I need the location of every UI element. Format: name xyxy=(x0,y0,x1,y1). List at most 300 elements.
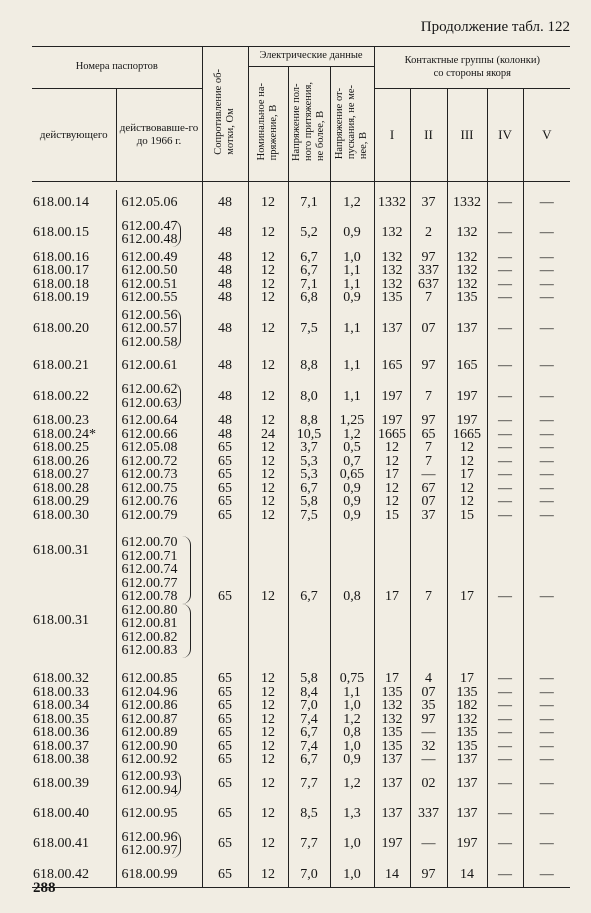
table-row xyxy=(32,251,570,265)
passport-prior xyxy=(116,414,202,428)
prior-passport-number: 612.05.08 xyxy=(121,440,178,455)
nominal-voltage-header: Номинальное на- пряжение, В xyxy=(248,67,288,182)
resistance: 65 xyxy=(202,862,248,888)
contact-I: 15 xyxy=(374,509,410,523)
contact-IV: — xyxy=(487,264,523,278)
pickup-voltage: 6,7 xyxy=(288,726,330,740)
resistance: 65 xyxy=(202,686,248,700)
resistance: 65 xyxy=(202,495,248,509)
contact-V: — xyxy=(523,767,570,801)
nominal-voltage: 24 xyxy=(248,428,288,442)
contact-III: 132 xyxy=(447,278,487,292)
passport-prior xyxy=(116,726,202,740)
resistance: 48 xyxy=(202,353,248,379)
contact-II: 7 xyxy=(410,522,447,672)
pickup-voltage: 7,5 xyxy=(288,305,330,354)
contact-IV: — xyxy=(487,686,523,700)
release-voltage: 1,2 xyxy=(330,767,374,801)
table-row xyxy=(32,190,570,216)
pickup-voltage: 6,7 xyxy=(288,482,330,496)
pickup-voltage: 8,8 xyxy=(288,353,330,379)
contact-I: 197 xyxy=(374,379,410,414)
nominal-voltage: 12 xyxy=(248,251,288,265)
contact-IV: — xyxy=(487,455,523,469)
contact-IV: — xyxy=(487,251,523,265)
nominal-voltage: 12 xyxy=(248,672,288,686)
passport-prior xyxy=(116,216,202,251)
release-voltage: 0,9 xyxy=(330,482,374,496)
release-voltage: 0,7 xyxy=(330,455,374,469)
contact-IV: — xyxy=(487,767,523,801)
nominal-voltage: 12 xyxy=(248,713,288,727)
contact-III: 15 xyxy=(447,509,487,523)
contact-I: 14 xyxy=(374,862,410,888)
release-voltage: 1,1 xyxy=(330,686,374,700)
contact-II: — xyxy=(410,726,447,740)
contact-III: 137 xyxy=(447,801,487,827)
passport-prior xyxy=(116,251,202,265)
table-row xyxy=(32,291,570,305)
passport-current: 618.00.33 xyxy=(32,686,116,700)
contact-IV: — xyxy=(487,190,523,216)
resistance: 65 xyxy=(202,455,248,469)
contact-III: 132 xyxy=(447,264,487,278)
release-voltage: 1,2 xyxy=(330,190,374,216)
contact-V: — xyxy=(523,740,570,754)
prior-passport-number: 612.00.73 xyxy=(121,467,178,482)
passport-current: 618.00.35 xyxy=(32,713,116,727)
nominal-voltage: 12 xyxy=(248,753,288,767)
prior-passport-number: 612.00.93 xyxy=(121,769,178,784)
contact-III: 12 xyxy=(447,482,487,496)
release-voltage: 0,75 xyxy=(330,672,374,686)
contact-I: 12 xyxy=(374,495,410,509)
prior-passport-number: 612.00.77 xyxy=(121,575,178,591)
contact-IV: — xyxy=(487,713,523,727)
prior-passport-number: 612.04.96 xyxy=(121,684,178,700)
contact-I: 135 xyxy=(374,686,410,700)
contact-I: 132 xyxy=(374,264,410,278)
prior-passport-number: 612.00.80 xyxy=(121,602,178,618)
contact-V: — xyxy=(523,753,570,767)
prior-passport-number: 612.00.61 xyxy=(121,358,178,374)
prior-passport-number: 612.00.47 xyxy=(121,218,178,234)
resistance: 65 xyxy=(202,522,248,672)
contact-V: — xyxy=(523,482,570,496)
contact-III: 132 xyxy=(447,251,487,265)
prior-passport-number: 612.00.92 xyxy=(121,752,178,767)
prior-passport-number: 612.00.63 xyxy=(121,395,178,411)
contact-III: 182 xyxy=(447,699,487,713)
prior-passport-number: 612.00.76 xyxy=(121,494,178,509)
contact-IV: — xyxy=(487,753,523,767)
passport-current: 618.00.40 xyxy=(32,801,116,827)
contact-II: 07 xyxy=(410,495,447,509)
passport-current: 618.00.34 xyxy=(32,699,116,713)
resistance: 65 xyxy=(202,468,248,482)
contact-II: 97 xyxy=(410,251,447,265)
passport-prior xyxy=(116,686,202,700)
pickup-voltage: 6,7 xyxy=(288,522,330,672)
passport-current-b: 618.00.31 xyxy=(33,612,89,628)
passport-prior xyxy=(116,291,202,305)
prior-passport-number: 612.00.83 xyxy=(121,643,178,659)
relay-data-table xyxy=(32,46,570,888)
passport-prior xyxy=(116,379,202,414)
table-row xyxy=(32,414,570,428)
nominal-voltage: 12 xyxy=(248,686,288,700)
contact-col-III-header: III xyxy=(447,89,487,182)
pickup-voltage: 3,7 xyxy=(288,441,330,455)
resistance: 65 xyxy=(202,441,248,455)
passport-current: 618.00.14 xyxy=(32,190,116,216)
passport-current: 618.00.38 xyxy=(32,753,116,767)
contact-II: — xyxy=(410,753,447,767)
passport-current: 618.00.25 xyxy=(32,441,116,455)
contact-III: 135 xyxy=(447,726,487,740)
contact-V: — xyxy=(523,414,570,428)
prior-passport-number: 612.00.71 xyxy=(121,548,178,564)
prior-passport-number: 612.00.66 xyxy=(121,426,178,442)
passport-current: 618.00.15 xyxy=(32,216,116,251)
table-row xyxy=(32,522,570,672)
contact-V: — xyxy=(523,686,570,700)
contact-I: 137 xyxy=(374,801,410,827)
passport-current: 618.00.32 xyxy=(32,672,116,686)
contact-IV: — xyxy=(487,740,523,754)
pickup-voltage: 5,3 xyxy=(288,468,330,482)
passport-current: 618.00.21 xyxy=(32,353,116,379)
release-voltage: 1,25 xyxy=(330,414,374,428)
nominal-voltage: 12 xyxy=(248,801,288,827)
release-voltage: 1,0 xyxy=(330,251,374,265)
contact-II: 7 xyxy=(410,291,447,305)
resistance: 65 xyxy=(202,753,248,767)
contact-I: 12 xyxy=(374,455,410,469)
passport-current: 618.00.42 xyxy=(32,862,116,888)
contact-III: 17 xyxy=(447,672,487,686)
pickup-voltage: 8,5 xyxy=(288,801,330,827)
contact-IV: — xyxy=(487,379,523,414)
contact-II: — xyxy=(410,468,447,482)
passport-current: 618.00.23 xyxy=(32,414,116,428)
pickup-voltage: 8,8 xyxy=(288,414,330,428)
contact-III: 12 xyxy=(447,441,487,455)
prior-passport-number: 612.00.94 xyxy=(121,782,178,798)
table-body xyxy=(32,190,570,888)
contact-IV: — xyxy=(487,468,523,482)
contact-IV: — xyxy=(487,509,523,523)
contact-II: 32 xyxy=(410,740,447,754)
contact-III: 197 xyxy=(447,414,487,428)
table-row xyxy=(32,509,570,523)
contact-V: — xyxy=(523,699,570,713)
contact-V: — xyxy=(523,190,570,216)
contact-col-I-header: I xyxy=(374,89,410,182)
release-voltage: 0,5 xyxy=(330,441,374,455)
table-row xyxy=(32,740,570,754)
contact-I: 197 xyxy=(374,414,410,428)
passport-current: 618.00.29 xyxy=(32,495,116,509)
contact-II: 02 xyxy=(410,767,447,801)
passport-prior xyxy=(116,862,202,888)
release-voltage: 1,1 xyxy=(330,379,374,414)
passport-prior xyxy=(116,827,202,862)
contact-V: — xyxy=(523,827,570,862)
pickup-voltage: 8,4 xyxy=(288,686,330,700)
contact-IV: — xyxy=(487,495,523,509)
contact-I: 12 xyxy=(374,441,410,455)
resistance: 65 xyxy=(202,672,248,686)
contact-V: — xyxy=(523,455,570,469)
nominal-voltage: 12 xyxy=(248,509,288,523)
release-voltage: 1,2 xyxy=(330,713,374,727)
contact-V: — xyxy=(523,862,570,888)
release-voltage: 0,9 xyxy=(330,753,374,767)
contact-col-IV-header: IV xyxy=(487,89,523,182)
resistance-header: Сопротивление об- мотки, Ом xyxy=(202,47,248,182)
release-voltage: 1,1 xyxy=(330,353,374,379)
table-row xyxy=(32,801,570,827)
passport-prior xyxy=(116,305,202,354)
contact-IV: — xyxy=(487,216,523,251)
resistance: 48 xyxy=(202,251,248,265)
pickup-voltage: 5,3 xyxy=(288,455,330,469)
nominal-voltage: 12 xyxy=(248,495,288,509)
passports-group-header: Номера паспортов xyxy=(32,47,202,89)
contact-I: 132 xyxy=(374,699,410,713)
contact-II: 7 xyxy=(410,379,447,414)
passport-prior xyxy=(116,509,202,523)
contact-III: 12 xyxy=(447,455,487,469)
table-row xyxy=(32,767,570,801)
nominal-voltage: 12 xyxy=(248,862,288,888)
contact-II: 337 xyxy=(410,801,447,827)
contacts-group-header: Контактные группы (колонки) со стороны якоря xyxy=(374,47,570,89)
passport-prior xyxy=(116,190,202,216)
release-voltage: 1,3 xyxy=(330,801,374,827)
contact-V: — xyxy=(523,379,570,414)
passport-current: 618.00.30 xyxy=(32,509,116,523)
table-row xyxy=(32,713,570,727)
contact-II: 37 xyxy=(410,509,447,523)
pickup-voltage: 7,7 xyxy=(288,767,330,801)
resistance: 65 xyxy=(202,713,248,727)
contact-III: 135 xyxy=(447,740,487,754)
prior-passport-number: 612.00.90 xyxy=(121,738,178,754)
nominal-voltage: 12 xyxy=(248,482,288,496)
passport-current: 618.00.22 xyxy=(32,379,116,414)
contact-col-II-header: II xyxy=(410,89,447,182)
table-row xyxy=(32,495,570,509)
nominal-voltage: 12 xyxy=(248,827,288,862)
release-voltage: 1,0 xyxy=(330,862,374,888)
nominal-voltage: 12 xyxy=(248,767,288,801)
release-voltage: 1,1 xyxy=(330,264,374,278)
contact-V: — xyxy=(523,801,570,827)
contact-IV: — xyxy=(487,862,523,888)
table-row xyxy=(32,264,570,278)
nominal-voltage: 12 xyxy=(248,740,288,754)
passport-current: 618.00.37 xyxy=(32,740,116,754)
contact-IV: — xyxy=(487,482,523,496)
resistance: 48 xyxy=(202,216,248,251)
table-row xyxy=(32,441,570,455)
contact-III: 135 xyxy=(447,686,487,700)
prior-passport-number: 612.00.48 xyxy=(121,232,178,247)
release-voltage: 1,0 xyxy=(330,827,374,862)
contact-III: 137 xyxy=(447,767,487,801)
resistance: 65 xyxy=(202,482,248,496)
nominal-voltage: 12 xyxy=(248,441,288,455)
prior-passport-number: 612.00.70 xyxy=(121,535,178,551)
release-voltage: 1,1 xyxy=(330,278,374,292)
contact-I: 137 xyxy=(374,305,410,354)
passport-current: 618.00.20 xyxy=(32,305,116,354)
pickup-voltage: 6,7 xyxy=(288,251,330,265)
contact-III: 14 xyxy=(447,862,487,888)
pickup-voltage: 7,5 xyxy=(288,509,330,523)
passport-current: 618.00.24* xyxy=(32,428,116,442)
contact-III: 12 xyxy=(447,495,487,509)
passport-prior xyxy=(116,522,202,672)
pickup-voltage: 5,8 xyxy=(288,672,330,686)
pickup-voltage: 7,4 xyxy=(288,713,330,727)
contact-II: 7 xyxy=(410,455,447,469)
release-voltage: 0,9 xyxy=(330,216,374,251)
prior-passport-number: 612.00.96 xyxy=(121,829,178,845)
contact-III: 132 xyxy=(447,713,487,727)
prior-passport-number: 612.00.85 xyxy=(121,671,178,686)
contact-III: 17 xyxy=(447,522,487,672)
passport-prior xyxy=(116,278,202,292)
prior-passport-number: 612.00.74 xyxy=(121,562,178,578)
contact-I: 135 xyxy=(374,740,410,754)
release-voltage: 0,8 xyxy=(330,522,374,672)
contact-II: 637 xyxy=(410,278,447,292)
passport-prior xyxy=(116,713,202,727)
resistance: 48 xyxy=(202,291,248,305)
table-row xyxy=(32,468,570,482)
pickup-voltage: 7,0 xyxy=(288,862,330,888)
contact-I: 1332 xyxy=(374,190,410,216)
contact-I: 17 xyxy=(374,522,410,672)
contact-II: 67 xyxy=(410,482,447,496)
table-row xyxy=(32,753,570,767)
nominal-voltage: 12 xyxy=(248,216,288,251)
contact-V: — xyxy=(523,509,570,523)
pickup-voltage: 7,1 xyxy=(288,190,330,216)
contact-I: 132 xyxy=(374,251,410,265)
contact-IV: — xyxy=(487,699,523,713)
contact-V: — xyxy=(523,278,570,292)
pickup-voltage: 7,0 xyxy=(288,699,330,713)
contact-IV: — xyxy=(487,428,523,442)
passport-current: 618.00.41 xyxy=(32,827,116,862)
contact-I: 165 xyxy=(374,353,410,379)
prior-passport-number: 612.00.97 xyxy=(121,843,178,858)
pickup-voltage: 6,7 xyxy=(288,753,330,767)
contact-II: 97 xyxy=(410,862,447,888)
resistance: 65 xyxy=(202,509,248,523)
prior-passport-number: 612.00.87 xyxy=(121,711,178,727)
contact-III: 135 xyxy=(447,291,487,305)
table-row xyxy=(32,278,570,292)
release-voltage: 0,9 xyxy=(330,495,374,509)
contact-III: 137 xyxy=(447,753,487,767)
contact-I: 135 xyxy=(374,291,410,305)
contact-IV: — xyxy=(487,291,523,305)
prior-passport-number: 612.00.89 xyxy=(121,725,178,740)
contact-II: 337 xyxy=(410,264,447,278)
contact-V: — xyxy=(523,353,570,379)
resistance: 65 xyxy=(202,740,248,754)
contact-II: 65 xyxy=(410,428,447,442)
resistance: 48 xyxy=(202,264,248,278)
prior-passport-number: 612.00.50 xyxy=(121,263,178,278)
prior-passport-number: 612.00.62 xyxy=(121,382,178,397)
passport-current xyxy=(32,522,116,672)
prior-passport-number: 612.05.06 xyxy=(121,194,178,210)
passport-current: 618.00.36 xyxy=(32,726,116,740)
release-voltage: 0,8 xyxy=(330,726,374,740)
passport-current: 618.00.16 xyxy=(32,251,116,265)
nominal-voltage: 12 xyxy=(248,190,288,216)
resistance: 65 xyxy=(202,726,248,740)
resistance: 48 xyxy=(202,414,248,428)
prior-passport-number: 612.00.51 xyxy=(121,276,178,292)
nominal-voltage: 12 xyxy=(248,353,288,379)
contact-V: — xyxy=(523,291,570,305)
resistance: 48 xyxy=(202,305,248,354)
nominal-voltage: 12 xyxy=(248,291,288,305)
contact-III: 17 xyxy=(447,468,487,482)
table-row xyxy=(32,699,570,713)
contact-I: 137 xyxy=(374,753,410,767)
contact-I: 12 xyxy=(374,482,410,496)
passport-current-header: действующего xyxy=(32,89,116,182)
passport-prior-header: действовавше-го до 1966 г. xyxy=(116,89,202,182)
contact-IV: — xyxy=(487,522,523,672)
prior-passport-number: 612.00.49 xyxy=(121,249,178,265)
contact-IV: — xyxy=(487,672,523,686)
passport-prior xyxy=(116,495,202,509)
pickup-voltage: 7,7 xyxy=(288,827,330,862)
contact-II: 4 xyxy=(410,672,447,686)
contact-I: 132 xyxy=(374,216,410,251)
prior-passport-number: 612.00.78 xyxy=(121,589,178,605)
contact-I: 135 xyxy=(374,726,410,740)
pickup-voltage: 8,0 xyxy=(288,379,330,414)
release-voltage: 0,9 xyxy=(330,291,374,305)
passport-prior xyxy=(116,428,202,442)
pickup-voltage: 7,4 xyxy=(288,740,330,754)
prior-passport-number: 612.00.64 xyxy=(121,413,178,428)
contact-IV: — xyxy=(487,305,523,354)
contact-IV: — xyxy=(487,278,523,292)
prior-passport-number: 612.00.75 xyxy=(121,480,178,496)
table-row xyxy=(32,379,570,414)
passport-prior xyxy=(116,699,202,713)
contact-V: — xyxy=(523,713,570,727)
resistance: 48 xyxy=(202,190,248,216)
prior-passport-number: 612.00.79 xyxy=(121,507,178,523)
prior-passport-number: 612.00.81 xyxy=(121,616,178,632)
contact-II: 97 xyxy=(410,414,447,428)
passport-current: 618.00.17 xyxy=(32,264,116,278)
release-voltage: 0,65 xyxy=(330,468,374,482)
resistance: 48 xyxy=(202,278,248,292)
